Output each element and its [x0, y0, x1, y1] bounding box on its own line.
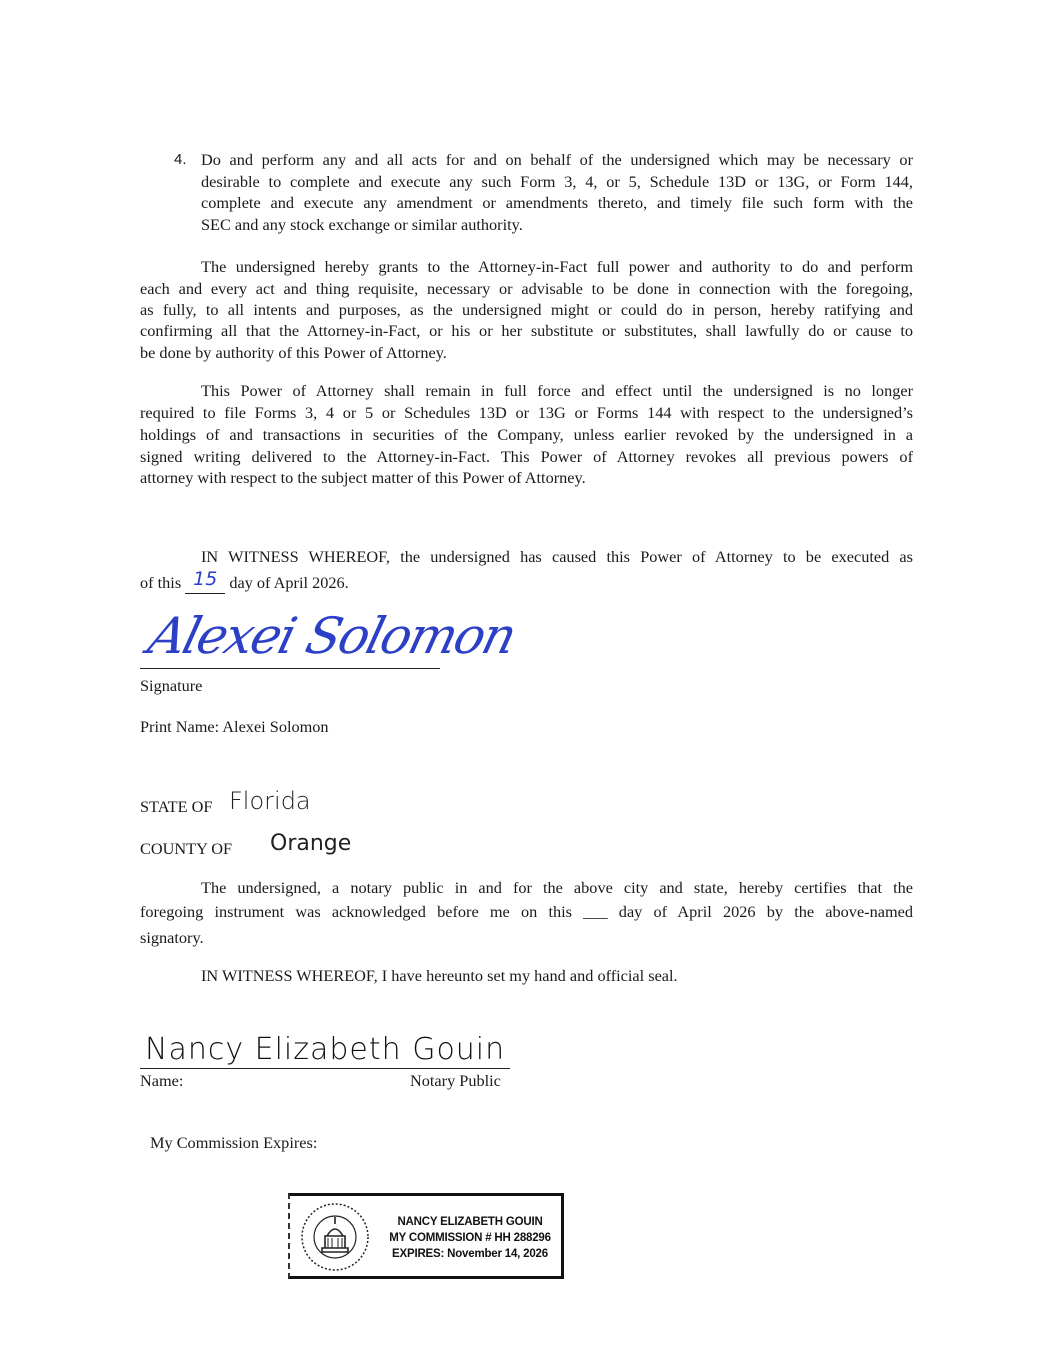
duration-line: signed writing delivered to the Attorney-in-Fact. This Power of Attorney revokes all previous powers of [140, 447, 913, 466]
item4-line: desirable to complete and execute any such Form 3, 4, or 5, Schedule 13D or 13G, or Form 144, [201, 172, 913, 191]
grant-line: be done by authority of this Power of Attorney. [140, 343, 447, 362]
witness-line: IN WITNESS WHEREOF, the undersigned has caused this Power of Attorney to be executed as [201, 547, 913, 566]
stamp-name: NANCY ELIZABETH GOUIN [397, 1216, 543, 1228]
name-label: Name: [140, 1071, 184, 1090]
signer-signature: Alexei Solomon [142, 607, 521, 665]
duration-line: attorney with respect to the subject matter of this Power of Attorney. [140, 468, 586, 487]
witness-suffix: day of April 2026. [229, 573, 349, 592]
cert-line: foregoing instrument was acknowledged before me on this ___ day of April 2026 by the above-named [140, 902, 913, 921]
notary-public-label: Notary Public [410, 1071, 501, 1090]
item-number: 4. [174, 151, 187, 168]
grant-line: confirming all that the Attorney-in-Fact, or his or her substitute or substitutes, shall lawfully do or cause to [140, 321, 913, 340]
duration-line: holdings of and transactions in securities of the Company, unless earlier revoked by the undersigned in a [140, 425, 913, 444]
duration-line: required to file Forms 3, 4 or 5 or Schedules 13D or 13G or Forms 144 with respect to the undersigned’s [140, 403, 913, 422]
stamp-commission: MY COMMISSION # HH 288296 [389, 1232, 551, 1244]
state-label: STATE OF [140, 797, 213, 816]
signature-line [140, 668, 440, 669]
grant-line: The undersigned hereby grants to the Attorney-in-Fact full power and authority to do and perform [201, 257, 913, 276]
notary-signature: Nancy Elizabeth Gouin [145, 1032, 506, 1067]
florida-notary-seal-icon [300, 1202, 370, 1272]
grant-line: as fully, to all intents and purposes, as the undersigned might or could do in person, hereby ratifying and [140, 300, 913, 319]
item4-line: Do and perform any and all acts for and on behalf of the undersigned which may be necessary or [201, 150, 913, 169]
handwritten-day: 15 [193, 568, 218, 590]
signature-label: Signature [140, 676, 203, 695]
handwritten-county: Orange [270, 831, 352, 856]
cert-line: The undersigned, a notary public in and for the above city and state, hereby certifies that the [201, 878, 913, 897]
seal-statement: IN WITNESS WHEREOF, I have hereunto set my hand and official seal. [201, 966, 678, 985]
county-label: COUNTY OF [140, 839, 233, 858]
commission-label: My Commission Expires: [150, 1133, 318, 1152]
handwritten-state: Florida [229, 787, 311, 815]
grant-line: each and every act and thing requisite, necessary or advisable to be done in connection with the foregoing, [140, 279, 913, 298]
witness-date-line [140, 568, 349, 592]
cert-line: signatory. [140, 928, 204, 947]
item4-line: SEC and any stock exchange or similar authority. [201, 215, 523, 234]
stamp-expires: EXPIRES: November 14, 2026 [392, 1248, 548, 1260]
witness-prefix: of this [140, 573, 182, 592]
notary-signature-line [140, 1068, 510, 1069]
item4-line: complete and execute any amendment or amendments thereto, and timely file such form with the [201, 193, 913, 212]
duration-line: This Power of Attorney shall remain in full force and effect until the undersigned is no longer [201, 381, 913, 400]
print-name: Print Name: Alexei Solomon [140, 717, 329, 736]
notary-stamp [288, 1193, 564, 1279]
